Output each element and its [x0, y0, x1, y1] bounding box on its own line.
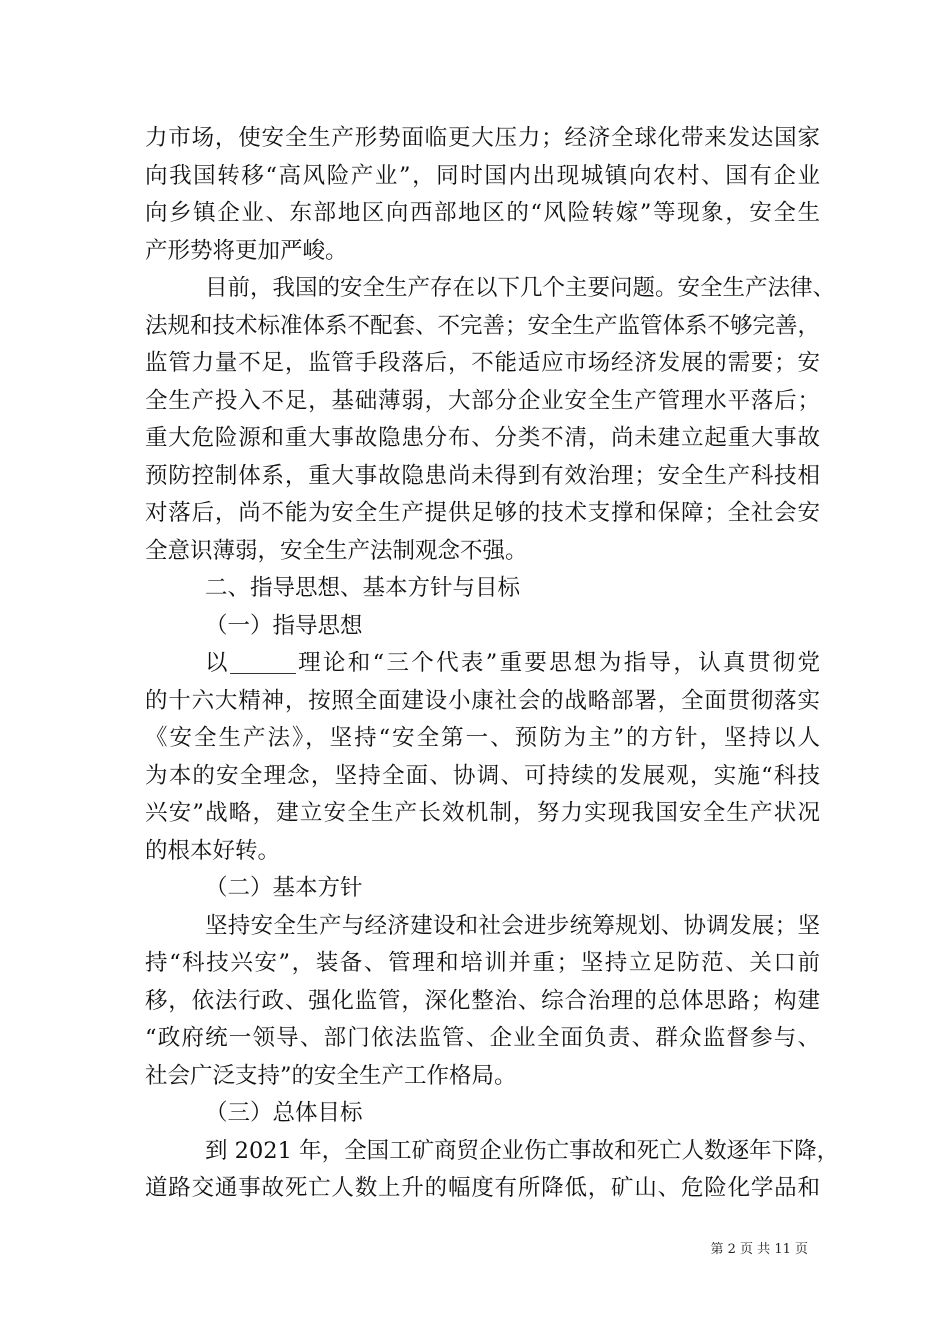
- text-line: 兴安”战略，建立安全生产长效机制，努力实现我国安全生产状况: [145, 800, 820, 826]
- text-line: 《安全生产法》，坚持“安全第一、预防为主”的方针，坚持以人: [145, 725, 820, 751]
- text-line: 监管力量不足，监管手段落后，不能适应市场经济发展的需要；安: [145, 350, 820, 376]
- text-line: 移，依法行政、强化监管，深化整治、综合治理的总体思路；构建: [145, 987, 820, 1014]
- text-line: 为本的安全理念，坚持全面、协调、可持续的发展观，实施“科技: [145, 762, 820, 789]
- text-line: 到 2021 年，全国工矿商贸企业伤亡事故和死亡人数逐年下降，: [205, 1137, 840, 1164]
- paragraph-basic-policy: [145, 908, 820, 1096]
- text-line: [145, 645, 820, 683]
- document-body: [145, 120, 840, 1208]
- text-line: 道路交通事故死亡人数上升的幅度有所降低，矿山、危险化学品和: [145, 1175, 820, 1201]
- paragraph-2: [145, 270, 836, 570]
- text-line: 社会广泛支持”的安全生产工作格局。: [145, 1062, 517, 1089]
- text-line: 预防控制体系，重大事故隐患尚未得到有效治理；安全生产科技相: [145, 462, 820, 489]
- text-line: 向乡镇企业、东部地区向西部地区的“风险转嫁”等现象，安全生: [145, 200, 820, 226]
- text-line: 目前，我国的安全生产存在以下几个主要问题。安全生产法律、: [205, 275, 836, 301]
- section-heading: 二、指导思想、基本方针与目标: [205, 575, 521, 601]
- text-line: 持“科技兴安”，装备、管理和培训并重；坚持立足防范、关口前: [145, 950, 820, 976]
- subsection-heading-basic-policy: （二）基本方针: [205, 875, 363, 901]
- paragraph-guiding-ideology: [145, 645, 820, 870]
- text-line: 对落后，尚不能为安全生产提供足够的技术支撑和保障；全社会安: [145, 500, 820, 526]
- text-line: 全意识薄弱，安全生产法制观念不强。: [145, 537, 528, 564]
- text-line: 重大危险源和重大事故隐患分布、分类不清，尚未建立起重大事故: [145, 425, 820, 451]
- text-line: 产形势将更加严峻。: [145, 237, 348, 264]
- text-line: 全生产投入不足，基础薄弱，大部分企业安全生产管理水平落后；: [145, 387, 820, 414]
- page-number-footer: 第 2 页 共 11 页: [710, 1242, 808, 1257]
- text-line: 法规和技术标准体系不配套、不完善；安全生产监管体系不够完善，: [145, 312, 821, 339]
- text-line: 的根本好转。: [145, 837, 281, 864]
- subsection-heading-guiding-ideology: （一）指导思想: [205, 612, 363, 639]
- paragraph-1: [145, 120, 820, 270]
- paragraph-overall-goal: [145, 1133, 840, 1208]
- text-fragment: 理论和“三个代表”重要思想为指导，认真贯彻党: [295, 650, 820, 676]
- text-line: “政府统一领导、部门依法监管、企业全面负责、群众监督参与、: [145, 1025, 820, 1051]
- blank-underline: [230, 651, 296, 674]
- text-line: 的十六大精神，按照全面建设小康社会的战略部署，全面贯彻落实: [145, 687, 820, 714]
- text-line: 向我国转移“高风险产业”，同时国内出现城镇向农村、国有企业: [145, 162, 820, 189]
- text-line: 坚持安全生产与经济建设和社会进步统筹规划、协调发展；坚: [205, 912, 820, 939]
- subsection-heading-overall-goal: （三）总体目标: [205, 1100, 363, 1126]
- text-line: 力市场，使安全生产形势面临更大压力；经济全球化带来发达国家: [145, 125, 820, 151]
- text-fragment: 以: [205, 650, 230, 676]
